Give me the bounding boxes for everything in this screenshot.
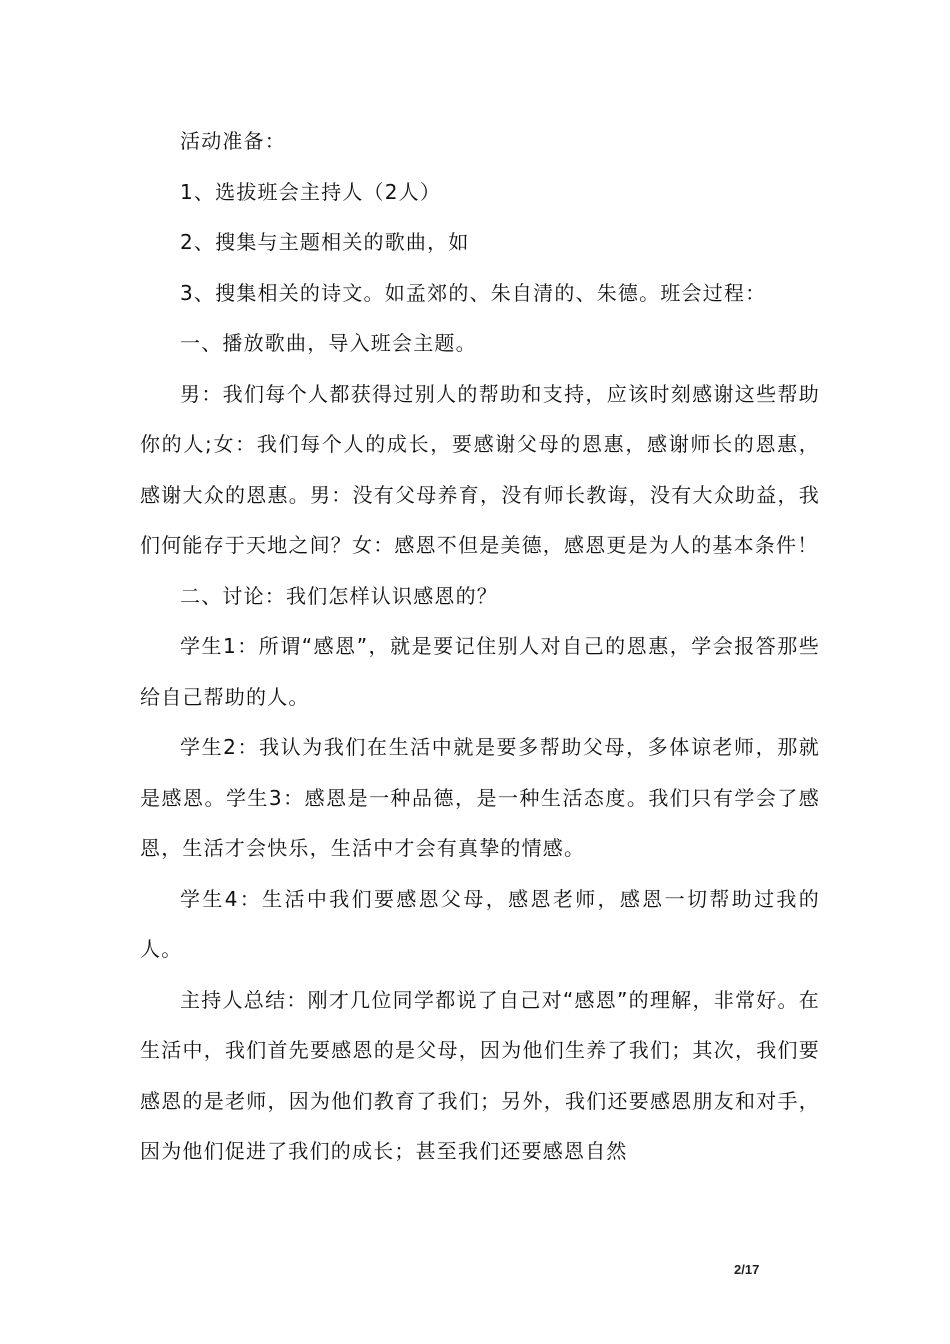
paragraph-section-2-heading: 二、讨论：我们怎样认识感恩的？ [180, 583, 498, 608]
page-number: 2/17 [734, 1262, 760, 1277]
paragraph-student-4: 学生4：生活中我们要感恩父母，感恩老师，感恩一切帮助过我的人。 [140, 886, 820, 961]
paragraph-student-1: 学生1：所谓“感恩”，就是要记住别人对自己的恩惠，学会报答那些给自己帮助的人。 [140, 634, 820, 709]
paragraph-section-1-heading: 一、播放歌曲，导入班会主题。 [180, 331, 477, 355]
paragraph-student-2-3: 学生2：我认为我们在生活中就是要多帮助父母，多体谅老师，那就是感恩。学生3：感恩是一种品德，是一种生活态度。我们只有学会了感恩，生活才会快乐，生活中才会有真挚的情感。 [140, 735, 820, 860]
paragraph-host-summary: 主持人总结：刚才几位同学都说了自己对“感恩”的理解，非常好。在生活中，我们首先要感恩的是父母，因为他们生养了我们；其次，我们要感恩的是老师，因为他们教育了我们；另外，我们还要感恩朋友和对手，因为他们促进了我们的成长；甚至我们还要感恩自然 [140, 987, 820, 1163]
paragraph-activity-preparation: 活动准备： [180, 129, 286, 153]
paragraph-item-2: 2、搜集与主题相关的歌曲，如 [180, 230, 470, 254]
paragraph-host-dialogue: 男：我们每个人都获得过别人的帮助和支持，应该时刻感谢这些帮助你的人;女：我们每个人的成长，要感谢父母的恩惠，感谢师长的恩惠，感谢大众的恩惠。男：没有父母养育，没有师长教诲，没有大众助益，我们何能存于天地之间？女：感恩不但是美德，感恩更是为人的基本条件！ [140, 381, 820, 557]
paragraph-item-3: 3、搜集相关的诗文。如孟郊的、朱自清的、朱德。班会过程： [180, 280, 767, 305]
paragraph-item-1: 1、选拔班会主持人（2人） [180, 179, 442, 204]
document-body [140, 116, 820, 1177]
